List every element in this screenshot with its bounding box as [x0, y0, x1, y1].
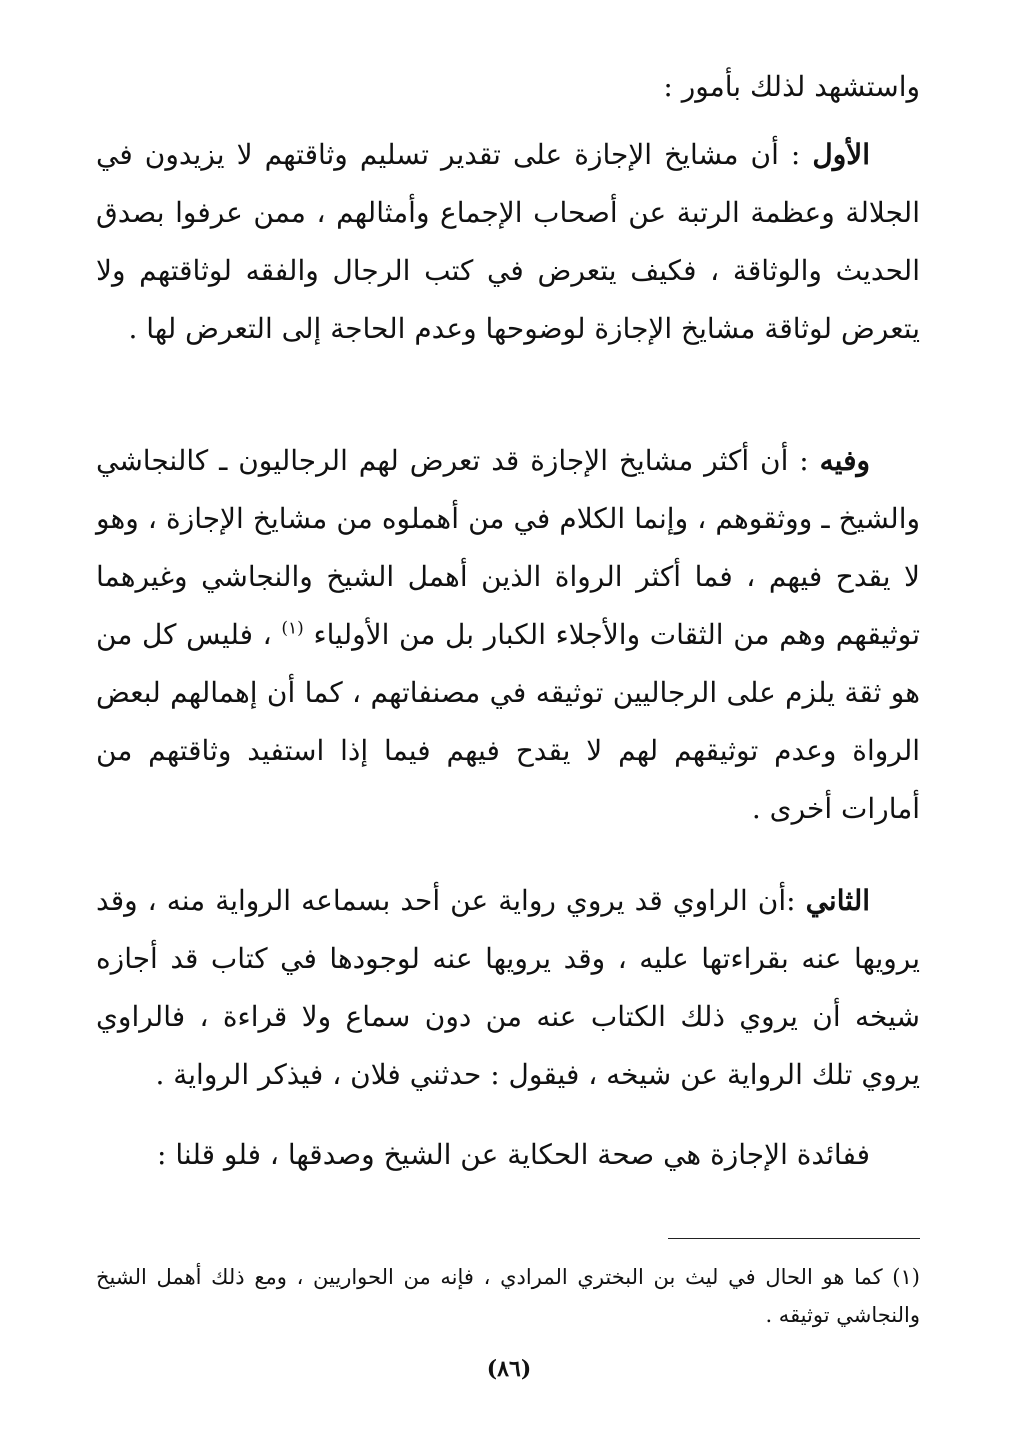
page-number: (٨٦): [486, 1356, 532, 1382]
paragraph-body-second: :أن الراوي قد يروي رواية عن أحد بسماعه الرواية منه ، وقد يرويها عنه بقراءتها عليه ، وقد يرويها عنه لوجودها في كتاب قد أجازه شيخه أن يروي ذلك الكتاب عنه من دون سماع ولا قراءة ، فالراوي يروي تلك الرواية عن شيخه ، فيقول : حدثني فلان ، فيذكر الرواية .: [96, 884, 920, 1091]
paragraph-body-conclusion: ففائدة الإجازة هي صحة الحكاية عن الشيخ وصدقها ، فلو قلنا :: [157, 1138, 870, 1171]
paragraph-body-first: : أن مشايخ الإجازة على تقدير تسليم وثاقتهم لا يزيدون في الجلالة وعظمة الرتبة عن أصحاب الإجماع وأمثالهم ، ممن عرفوا بصدق الحديث والوثاقة ، فكيف يتعرض في كتب الرجال والفقه لوثاقتهم ولا يتعرض لوثاقة مشايخ الإجازة لوضوحها وعدم الحاجة إلى التعرض لها .: [96, 138, 920, 345]
paragraph-lead-second: الثاني: [805, 884, 870, 917]
paragraph-lead-first: الأول: [812, 138, 870, 171]
footnote-divider: [668, 1238, 920, 1239]
footnote-reference: (١): [281, 618, 304, 639]
paragraph-second-point: [96, 872, 920, 1104]
footnote-text: (١) كما هو الحال في ليث بن البختري المرادي ، فإنه من الحواريين ، ومع ذلك أهمل الشيخ والنجاشي توثيقه .: [96, 1265, 920, 1327]
paragraph-body-objection-a: : أن أكثر مشايخ الإجازة قد تعرض لهم الرجاليون ـ كالنجاشي والشيخ ـ ووثقوهم ، وإنما الكلام في من أهملوه من مشايخ الإجازة ، وهو لا يقدح فيهم ، فما أكثر الرواة الذين أهمل الشيخ والنجاشي وغيرهما توثيقهم وهم من الثقات والأجلاء الكبار بل من الأولياء: [96, 444, 921, 651]
paragraph-objection: [96, 432, 920, 838]
paragraph-first-point: [96, 126, 920, 358]
intro-line: [96, 58, 920, 116]
intro-text: واستشهد لذلك بأمور :: [663, 70, 920, 103]
paragraph-lead-objection: وفيه: [819, 444, 870, 477]
paragraph-body-objection-b: ، فليس كل من هو ثقة يلزم على الرجاليين توثيقه في مصنفاتهم ، كما أن إهمالهم لبعض الرواة وعدم توثيقهم لهم لا يقدح فيهم فيما إذا استفيد وثاقتهم من أمارات أخرى .: [96, 618, 920, 825]
footnote: [96, 1258, 920, 1334]
paragraph-conclusion: [96, 1126, 920, 1184]
